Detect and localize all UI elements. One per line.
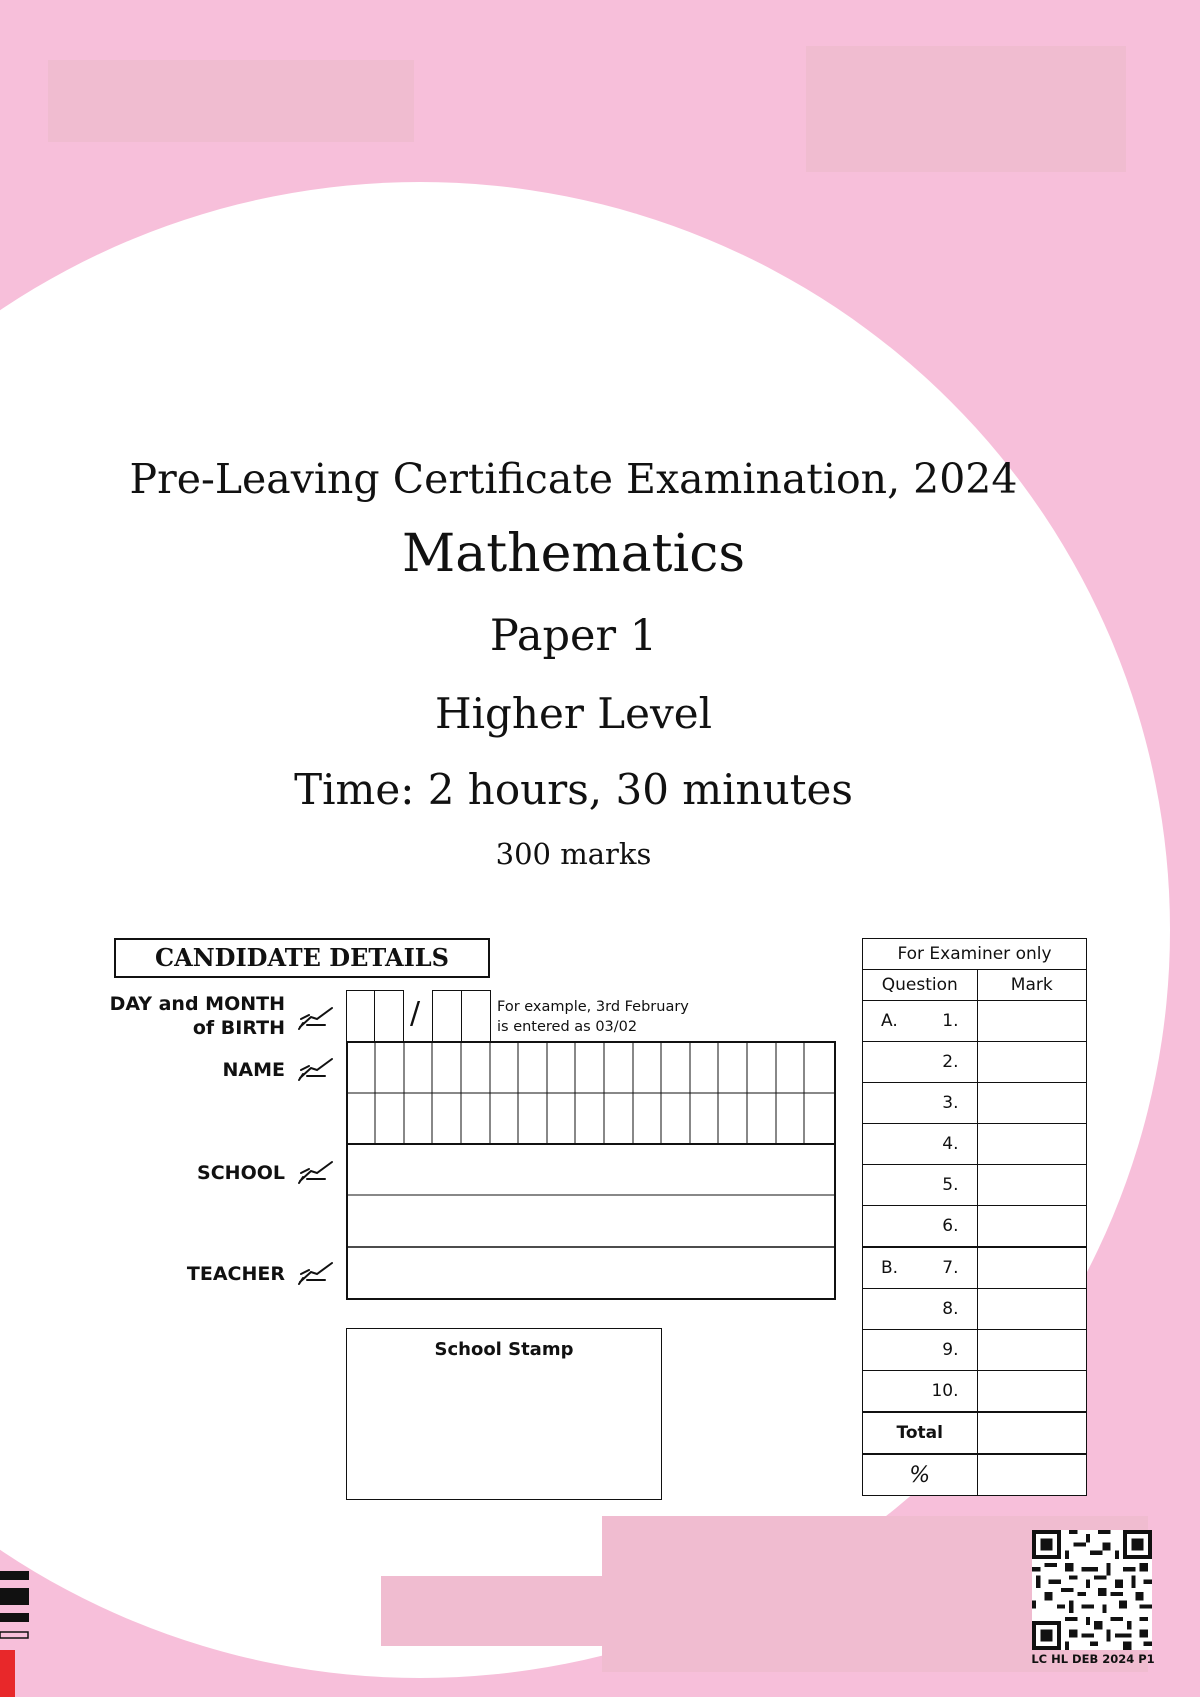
table-row: 4. [863, 1124, 1087, 1165]
examiner-table [862, 938, 1087, 1496]
subject-title: Mathematics [401, 524, 746, 584]
mark-cell[interactable] [977, 1330, 1087, 1371]
dob-example: For example, 3rd February is entered as 03/02 [497, 999, 689, 1035]
question-col-header: Question [863, 970, 978, 1001]
total-row [863, 1412, 1087, 1454]
dob-month-digit-1[interactable] [432, 990, 462, 1042]
mark-cell[interactable] [977, 1289, 1087, 1330]
mark-cell[interactable] [977, 1371, 1087, 1413]
table-row: 10. [863, 1371, 1087, 1413]
section-a-label: A. [881, 1011, 898, 1031]
school-stamp-box [346, 1328, 662, 1500]
timing-mark [0, 1588, 29, 1605]
table-row: 3. [863, 1083, 1087, 1124]
paper-code: LC HL DEB 2024 P1 [1031, 1652, 1155, 1666]
candidate-details-heading: CANDIDATE DETAILS [114, 938, 490, 978]
table-row: 9. [863, 1330, 1087, 1371]
level: Higher Level [434, 689, 713, 738]
table-row: 6. [863, 1206, 1087, 1248]
table-row: B. 7. [863, 1247, 1087, 1289]
examiner-title: For Examiner only [863, 939, 1087, 970]
total-marks: 300 marks [495, 837, 652, 871]
paper-number: Paper 1 [489, 611, 658, 661]
time-allowed: Time: 2 hours, 30 minutes [294, 765, 853, 814]
total-mark-cell[interactable] [977, 1412, 1087, 1454]
section-b-label: B. [881, 1258, 899, 1278]
teacher-label: TEACHER [186, 1263, 285, 1285]
redacted-block [806, 46, 1126, 172]
qr-code-icon [1032, 1530, 1152, 1650]
school-stamp-label: School Stamp [434, 1339, 574, 1360]
percent-label: % [863, 1454, 978, 1496]
mark-cell[interactable] [977, 1247, 1087, 1289]
school-label: SCHOOL [197, 1162, 285, 1184]
dob-separator: / [410, 996, 421, 1031]
mark-cell[interactable] [977, 1042, 1087, 1083]
redacted-block [48, 60, 414, 142]
mark-col-header: Mark [977, 970, 1087, 1001]
total-label: Total [863, 1412, 978, 1454]
table-row: 8. [863, 1289, 1087, 1330]
table-row: 5. [863, 1165, 1087, 1206]
writing-hand-icon [297, 1159, 335, 1185]
redacted-block [381, 1576, 627, 1646]
percent-row [863, 1454, 1087, 1496]
exam-title: Pre-Leaving Certificate Examination, 2024 [129, 455, 1018, 503]
dob-day-digit-2[interactable] [374, 990, 404, 1042]
school-teacher-box[interactable] [346, 1143, 836, 1300]
table-row: 2. [863, 1042, 1087, 1083]
writing-hand-icon [297, 1005, 335, 1031]
mark-cell[interactable] [977, 1165, 1087, 1206]
mark-cell[interactable] [977, 1124, 1087, 1165]
timing-mark [0, 1632, 28, 1638]
timing-mark [0, 1571, 29, 1580]
writing-hand-icon [297, 1056, 335, 1082]
name-label: NAME [222, 1059, 285, 1081]
mark-cell[interactable] [977, 1206, 1087, 1248]
dob-day-digit-1[interactable] [346, 990, 375, 1042]
dob-label: DAY and MONTH of BIRTH [109, 993, 285, 1039]
table-row: A. 1. [863, 1001, 1087, 1042]
dob-month-digit-2[interactable] [461, 990, 491, 1042]
timing-mark [0, 1613, 29, 1622]
mark-cell[interactable] [977, 1083, 1087, 1124]
mark-cell[interactable] [977, 1001, 1087, 1042]
color-marker [0, 1650, 15, 1697]
writing-hand-icon [297, 1260, 335, 1286]
name-grid[interactable] [346, 1041, 836, 1145]
percent-mark-cell[interactable] [977, 1454, 1087, 1496]
